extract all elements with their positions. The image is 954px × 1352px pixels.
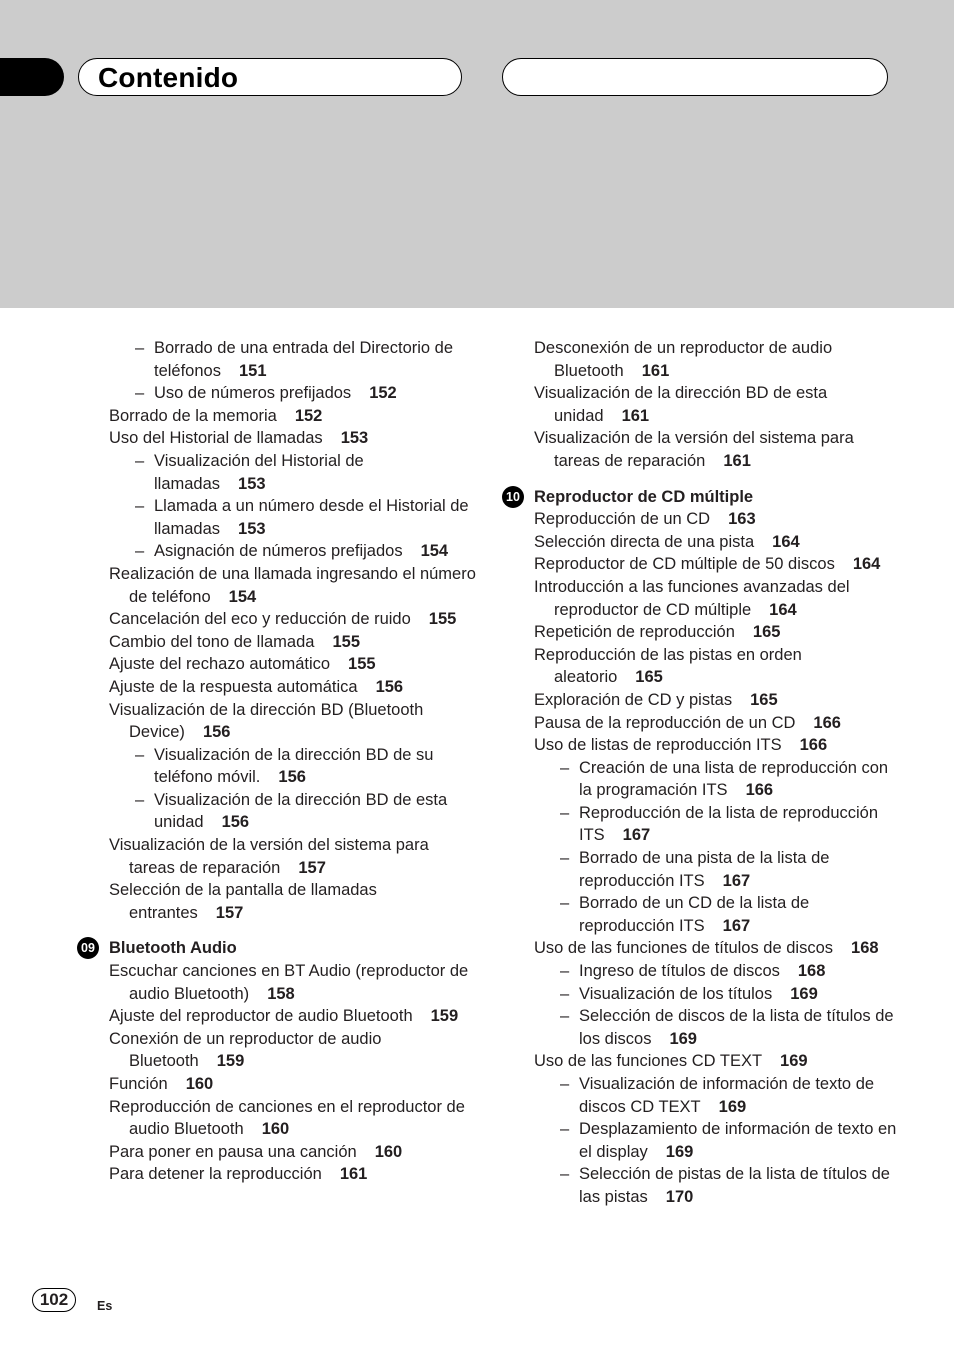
entry-page-number: 164	[772, 532, 800, 551]
entry-page-number: 160	[185, 1075, 214, 1093]
section-title: Reproductor de CD múltiple	[534, 487, 754, 506]
page-title: Contenido	[98, 62, 239, 93]
dash-bullet: –	[560, 803, 570, 822]
entry-text: Uso de listas de reproducción ITS	[534, 736, 782, 755]
toc-entry[interactable]	[534, 621, 904, 644]
dash-bullet: –	[560, 1007, 570, 1026]
toc-subentry[interactable]	[534, 1118, 904, 1163]
entry-text: Función	[109, 1075, 168, 1093]
toc-entry[interactable]	[109, 1005, 479, 1028]
entry-text: Borrado de una entrada del Directorio de teléfonos	[154, 339, 454, 380]
toc-subentry[interactable]	[109, 337, 479, 382]
entry-page-number: 166	[813, 713, 841, 732]
entry-page-number: 165	[752, 623, 781, 642]
toc-subentry[interactable]	[534, 983, 904, 1006]
entry-text: Para detener la reproducción	[109, 1165, 322, 1184]
entry-text: Cambio del tono de llamada	[109, 632, 315, 651]
dash-bullet: –	[560, 984, 570, 1003]
section-number-badge: 10	[502, 486, 524, 508]
entry-page-number: 153	[238, 474, 266, 493]
dash-bullet: –	[135, 542, 145, 561]
entry-text: Visualización de la dirección BD (Bluetooth Device)	[109, 700, 424, 742]
dash-bullet: –	[135, 745, 145, 764]
dash-bullet: –	[135, 790, 145, 809]
toc-entry[interactable]	[109, 1073, 479, 1096]
toc-subentry[interactable]	[534, 1163, 904, 1208]
page-number: 102	[32, 1288, 76, 1312]
entry-page-number: 165	[750, 690, 778, 709]
entry-text: Llamada a un número desde el Historial de llamadas	[154, 497, 469, 538]
entry-text: Reproducción de canciones en el reproductor de audio Bluetooth	[109, 1097, 465, 1139]
toc-subentry[interactable]	[109, 789, 479, 834]
dash-bullet: –	[560, 962, 570, 981]
entry-text: Borrado de la memoria	[109, 406, 277, 425]
section-heading	[506, 486, 904, 509]
entry-text: Realización de una llamada ingresando el número de teléfono	[109, 564, 476, 606]
entry-page-number: 163	[728, 510, 756, 529]
toc-entry[interactable]	[109, 879, 479, 924]
language-code: Es	[97, 1299, 113, 1313]
dash-bullet: –	[560, 894, 570, 913]
toc-column-right	[506, 337, 904, 1209]
entry-text: Borrado de una pista de la lista de reproducción ITS	[579, 849, 830, 890]
entry-page-number: 155	[428, 610, 457, 629]
section-heading	[81, 937, 479, 960]
entry-text: Reproducción de las pistas en orden aleatorio	[534, 645, 802, 687]
toc-entry[interactable]	[109, 653, 479, 676]
entry-page-number: 159	[430, 1007, 459, 1026]
dash-bullet: –	[135, 339, 145, 357]
entry-page-number: 169	[718, 1097, 747, 1116]
toc-entry[interactable]	[109, 1096, 479, 1141]
dash-bullet: –	[135, 451, 145, 470]
toc-entry[interactable]	[109, 699, 479, 744]
entry-page-number: 158	[267, 984, 295, 1003]
entry-text: Reproducción de un CD	[534, 510, 711, 529]
entry-page-number: 166	[799, 736, 828, 755]
toc-entry[interactable]	[534, 1050, 904, 1073]
entry-text: Visualización de la versión del sistema para tareas de reparación	[534, 429, 854, 470]
toc-entry[interactable]	[109, 1028, 479, 1073]
entry-text: Uso de las funciones CD TEXT	[534, 1052, 763, 1071]
toc-entry[interactable]	[109, 960, 479, 1005]
toc-subentry[interactable]	[534, 1005, 904, 1050]
section-number-badge: 09	[77, 937, 99, 959]
entry-text: Conexión de un reproductor de audio Bluetooth	[109, 1029, 382, 1071]
entry-page-number: 155	[348, 655, 376, 674]
entry-page-number: 156	[375, 677, 404, 696]
toc-subentry[interactable]	[534, 960, 904, 983]
entry-text: Ajuste del rechazo automático	[109, 655, 331, 674]
entry-page-number: 152	[294, 406, 323, 425]
dash-bullet: –	[560, 1165, 570, 1184]
toc-subentry[interactable]	[534, 1073, 904, 1118]
toc-entry[interactable]	[109, 1141, 479, 1164]
entry-page-number: 156	[221, 813, 250, 832]
toc-subentry[interactable]	[109, 450, 479, 495]
entry-page-number: 154	[420, 542, 449, 561]
toc-entry[interactable]	[109, 405, 479, 428]
dash-bullet: –	[135, 497, 145, 516]
entry-text: Ajuste de la respuesta automática	[109, 677, 358, 696]
toc-entry[interactable]	[109, 563, 479, 608]
entry-text: Exploración de CD y pistas	[534, 690, 733, 709]
entry-page-number: 166	[745, 781, 774, 800]
toc-entry[interactable]	[534, 382, 904, 427]
entry-page-number: 151	[238, 361, 267, 380]
toc-entry[interactable]	[534, 644, 904, 689]
dash-bullet: –	[560, 1120, 570, 1139]
toc-entry[interactable]	[109, 608, 479, 631]
header-band	[0, 0, 954, 308]
toc-entry[interactable]	[534, 937, 904, 960]
entry-text: Selección directa de una pista	[534, 532, 755, 551]
toc-subentry[interactable]	[534, 847, 904, 892]
entry-page-number: 161	[339, 1165, 368, 1184]
entry-page-number: 160	[261, 1120, 290, 1139]
entry-text: Introducción a las funciones avanzadas del reproductor de CD múltiple	[534, 577, 850, 619]
entry-page-number: 167	[722, 871, 751, 890]
dash-bullet: –	[560, 849, 570, 868]
entry-page-number: 161	[621, 406, 650, 425]
entry-text: Desconexión de un reproductor de audio Bluetooth	[534, 339, 833, 380]
entry-text: Uso de números prefijados	[154, 384, 352, 403]
entry-text: Ajuste del reproductor de audio Bluetooth	[109, 1007, 413, 1026]
entry-text: Reproductor de CD múltiple de 50 discos	[534, 555, 835, 574]
toc-subentry[interactable]	[109, 540, 479, 563]
entry-text: Pausa de la reproducción de un CD	[534, 713, 796, 732]
entry-text: Asignación de números prefijados	[154, 542, 403, 561]
entry-text: Uso de las funciones de títulos de discos	[534, 939, 834, 958]
entry-page-number: 153	[340, 429, 369, 448]
section-title: Bluetooth Audio	[109, 939, 237, 958]
entry-page-number: 156	[202, 723, 231, 742]
toc-column-left	[81, 337, 479, 1186]
header-right-box	[502, 58, 888, 96]
toc-entry[interactable]	[534, 689, 904, 712]
toc-entry[interactable]	[109, 631, 479, 654]
entry-text: Selección de la pantalla de llamadas entrantes	[109, 881, 377, 922]
entry-text: Cancelación del eco y reducción de ruido	[109, 610, 411, 629]
entry-text: Selección de pistas de la lista de títulos de las pistas	[579, 1165, 890, 1206]
toc-subentry[interactable]	[534, 757, 904, 802]
toc-entry[interactable]	[534, 553, 904, 576]
entry-text: Escuchar canciones en BT Audio (reproductor de audio Bluetooth)	[109, 962, 469, 1003]
toc-entry[interactable]	[109, 1163, 479, 1186]
toc-entry[interactable]	[109, 427, 479, 450]
entry-text: Uso del Historial de llamadas	[109, 429, 323, 448]
toc-entry[interactable]	[534, 734, 904, 757]
toc-entry[interactable]	[534, 712, 904, 735]
entry-page-number: 169	[665, 1142, 694, 1161]
toc-entry[interactable]	[534, 576, 904, 621]
entry-page-number: 153	[238, 519, 266, 538]
entry-text: Visualización del Historial de llamadas	[154, 451, 364, 493]
entry-page-number: 156	[278, 768, 306, 787]
entry-page-number: 164	[852, 555, 881, 574]
entry-page-number: 155	[332, 632, 360, 651]
entry-text: Creación de una lista de reproducción con la programación ITS	[579, 758, 889, 800]
entry-page-number: 164	[769, 600, 797, 619]
title-box	[78, 58, 462, 96]
entry-page-number: 169	[669, 1029, 697, 1048]
toc-entry[interactable]	[109, 676, 479, 699]
entry-text: Borrado de un CD de la lista de reproducción ITS	[579, 894, 810, 935]
entry-text: Visualización de la dirección BD de esta unidad	[534, 384, 828, 425]
entry-text: Selección de discos de la lista de títulos de los discos	[579, 1007, 894, 1048]
entry-text: Visualización de la dirección BD de su teléfono móvil.	[154, 745, 434, 787]
entry-text: Reproducción de la lista de reproducción ITS	[579, 803, 879, 845]
entry-page-number: 152	[369, 384, 397, 403]
entry-page-number: 154	[228, 587, 257, 606]
entry-page-number: 169	[790, 984, 818, 1003]
toc-entry[interactable]	[109, 834, 479, 879]
toc-entry[interactable]	[534, 427, 904, 472]
entry-page-number: 168	[851, 939, 879, 958]
entry-page-number: 169	[780, 1052, 808, 1071]
entry-text: Para poner en pausa una canción	[109, 1142, 357, 1161]
header-tab-marker	[0, 58, 64, 96]
entry-page-number: 167	[722, 916, 751, 935]
entry-page-number: 168	[797, 962, 826, 981]
entry-page-number: 161	[723, 451, 751, 470]
entry-page-number: 167	[622, 826, 651, 845]
toc-entry[interactable]	[534, 531, 904, 554]
entry-page-number: 170	[665, 1187, 694, 1206]
dash-bullet: –	[560, 758, 570, 777]
dash-bullet: –	[135, 384, 145, 403]
toc-entry[interactable]	[534, 337, 904, 382]
toc-entry[interactable]	[534, 508, 904, 531]
entry-page-number: 160	[374, 1142, 403, 1161]
entry-text: Ingreso de títulos de discos	[579, 962, 780, 981]
entry-page-number: 161	[641, 361, 670, 380]
toc-subentry[interactable]	[109, 495, 479, 540]
entry-text: Visualización de los títulos	[579, 984, 773, 1003]
toc-subentry[interactable]	[534, 892, 904, 937]
dash-bullet: –	[560, 1075, 570, 1093]
entry-page-number: 157	[215, 903, 244, 922]
entry-page-number: 159	[216, 1052, 245, 1071]
entry-page-number: 157	[298, 858, 326, 877]
entry-text: Visualización de la dirección BD de esta unidad	[154, 790, 448, 832]
entry-text: Visualización de información de texto de discos CD TEXT	[579, 1075, 875, 1116]
entry-page-number: 165	[635, 668, 663, 687]
entry-text: Visualización de la versión del sistema para tareas de reparación	[109, 836, 429, 877]
toc-subentry[interactable]	[534, 802, 904, 847]
entry-text: Repetición de reproducción	[534, 623, 735, 642]
toc-subentry[interactable]	[109, 744, 479, 789]
toc-subentry[interactable]	[109, 382, 479, 405]
entry-text: Desplazamiento de información de texto en el display	[579, 1120, 897, 1161]
